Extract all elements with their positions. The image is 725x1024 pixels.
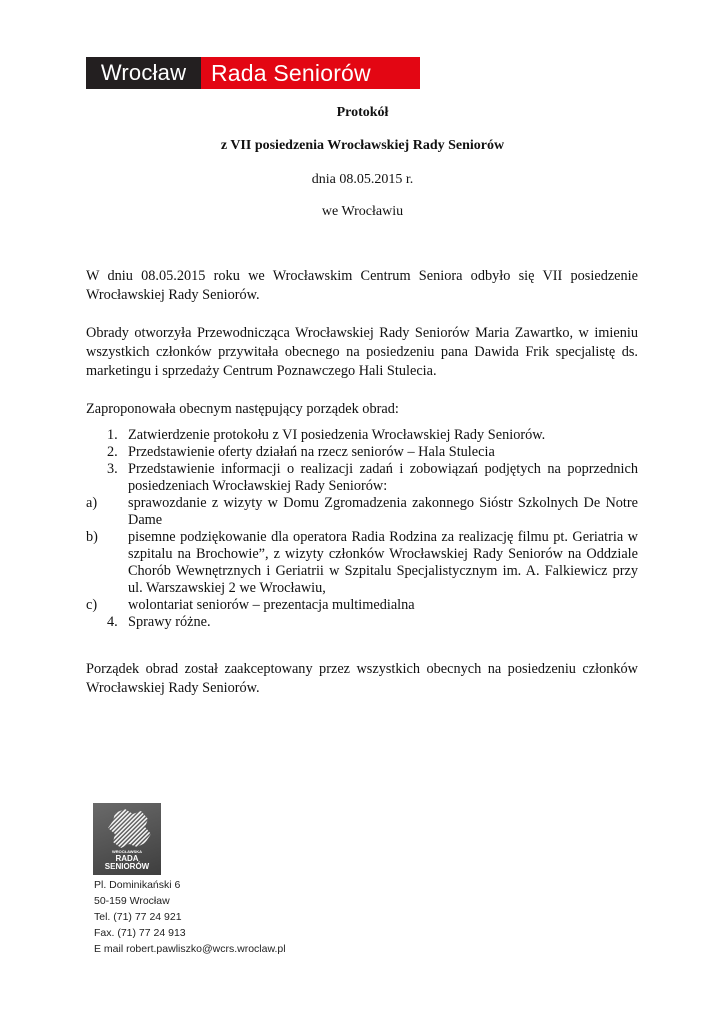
- agenda-item-marker: a): [86, 495, 98, 511]
- logo-line-1: WROCŁAWSKA: [112, 849, 142, 854]
- agenda-item-marker: b): [86, 529, 98, 545]
- agenda-item: [86, 444, 638, 461]
- paragraph-meeting-info: W dniu 08.05.2015 roku we Wrocławskim Centrum Seniora odbyło się VII posiedzenie Wrocławskiej Rady Seniorów.: [86, 268, 638, 303]
- footer-email: E mail robert.pawliszko@wcrs.wroclaw.pl: [94, 943, 286, 955]
- agenda-item-text: Zatwierdzenie protokołu z VI posiedzenia Wrocławskiej Rady Seniorów.: [128, 427, 546, 443]
- agenda-item-text: wolontariat seniorów – prezentacja multimedialna: [128, 597, 415, 613]
- agenda-item-text: Sprawy różne.: [128, 614, 211, 630]
- paragraph-agenda-intro: Zaproponowała obecnym następujący porządek obrad:: [86, 401, 399, 417]
- agenda-item: [86, 427, 638, 444]
- paragraph-agenda-accepted: Porządek obrad został zaakceptowany przez wszystkich obecnych na posiedzeniu członków Wrocławskiej Rady Seniorów.: [86, 661, 638, 696]
- agenda-item: [86, 461, 638, 495]
- agenda-item-text: Przedstawienie oferty działań na rzecz seniorów – Hala Stulecia: [128, 444, 495, 460]
- footer-address-city: 50-159 Wrocław: [94, 895, 170, 907]
- logo-line-2: RADA: [115, 854, 139, 863]
- agenda-item: [86, 597, 638, 614]
- logo-line-3: SENIORÓW: [104, 862, 150, 871]
- agenda-item: [86, 529, 638, 597]
- header-banner: [86, 57, 420, 89]
- paragraph-opening: Obrady otworzyła Przewodnicząca Wrocławskiej Rady Seniorów Maria Zawartko, w imieniu wszystkich członków przywitała obecnego na posiedzeniu pana Dawida Frik specjalistę ds. marketingu i sprzedaży Centrum Poznawczego Hali Stulecia.: [86, 325, 638, 379]
- agenda-item-text: pisemne podziękowanie dla operatora Radia Rodzina za realizację filmu pt. Geriatria w szpitalu na Brochowie”, z wizyty członków Wrocławskiej Rady Seniorów na Oddziale Chorób Wewnętrznych i Geriatrii w Szpitalu Specjalistycznym im. A. Falkiewicz przy ul. Warszawskiej 2 we Wrocławiu,: [128, 529, 638, 596]
- agenda-item-text: sprawozdanie z wizyty w Domu Zgromadzenia zakonnego Sióstr Szkolnych De Notre Dame: [128, 495, 638, 528]
- header-city-label: Wrocław: [86, 57, 201, 89]
- agenda-item-marker: 4.: [107, 614, 118, 630]
- document-place: we Wrocławiu: [321, 204, 404, 219]
- document-subtitle: z VII posiedzenia Wrocławskiej Rady Seniorów: [220, 138, 505, 153]
- agenda-item-marker: 1.: [107, 427, 118, 443]
- header-council-label: Rada Seniorów: [201, 57, 420, 89]
- document-date: dnia 08.05.2015 r.: [311, 172, 414, 187]
- footer-phone: Tel. (71) 77 24 921: [94, 911, 182, 923]
- agenda-item-text: Przedstawienie informacji o realizacji zadań i zobowiązań podjętych na poprzednich posiedzeniach Wrocławskiej Rady Seniorów:: [128, 461, 638, 494]
- agenda-list: [86, 427, 638, 631]
- agenda-item-marker: c): [86, 597, 98, 613]
- footer-address-street: Pl. Dominikański 6: [94, 879, 181, 891]
- agenda-item-marker: 3.: [107, 461, 118, 477]
- agenda-item-marker: 2.: [107, 444, 118, 460]
- footer-fax: Fax. (71) 77 24 913: [94, 927, 186, 939]
- footer-contact: [94, 877, 286, 957]
- agenda-item: [86, 495, 638, 529]
- agenda-item: [86, 614, 638, 631]
- council-logo: [93, 803, 161, 875]
- document-heading: Protokół: [336, 105, 389, 120]
